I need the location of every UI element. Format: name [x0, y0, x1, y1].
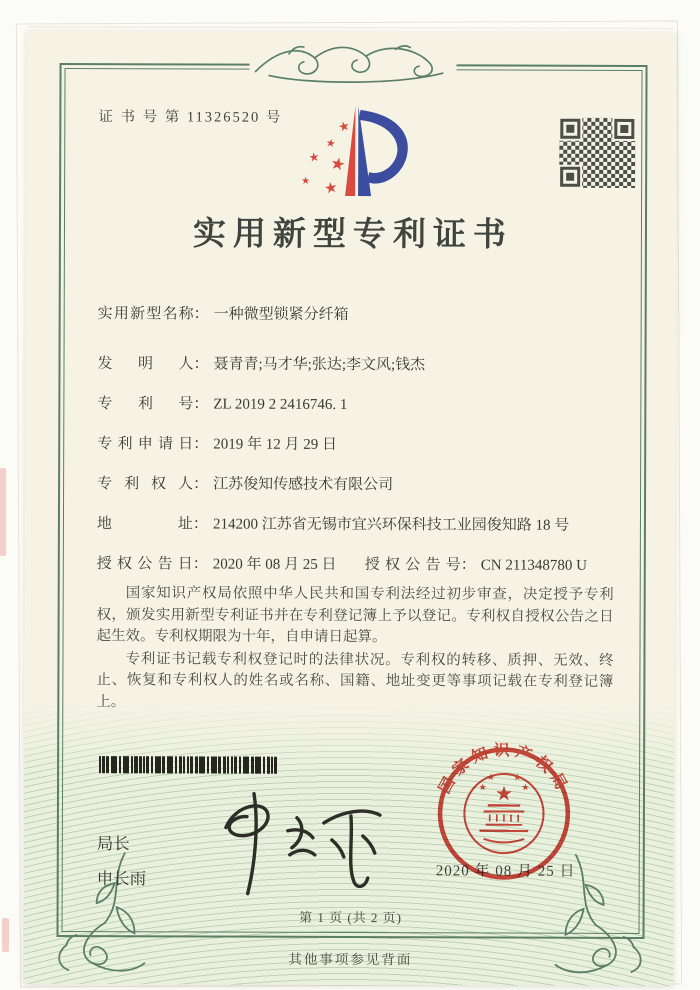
svg-text:★: ★ [323, 179, 340, 198]
background-edge-artifact [2, 918, 9, 952]
field-value: CN 211348780 U [480, 557, 587, 574]
field-inventors [97, 352, 425, 374]
legal-paragraph-1: 国家知识产权局依照中华人民共和国专利法经过初步审查，决定授予专利权，颁发实用新型专利证书并在专利登记簿上予以登记。专利权自授权公告之日起生效。专利权期限为十年，自申请日起算。 [96, 585, 614, 646]
background-edge-artifact [0, 468, 6, 556]
top-scroll-ornament-icon [249, 38, 456, 89]
official-name: 申长雨 [96, 870, 147, 889]
field-value: 江苏俊知传感技术有限公司 [213, 476, 394, 494]
qr-finder-pattern [614, 119, 634, 139]
field-application-date [97, 432, 337, 454]
svg-text:★: ★ [513, 772, 522, 783]
handwritten-signature-graphic [204, 787, 394, 900]
field-value: 2019 年 12 月 29 日 [213, 436, 338, 453]
field-label: 专利号 [97, 396, 194, 413]
field-value: 2020 年 08 月 25 日 [212, 556, 337, 573]
field-value: 一种微型锁紧分纤箱 [213, 306, 349, 323]
colon: ： [193, 356, 209, 373]
field-address [97, 512, 569, 535]
field-label: 地址 [96, 516, 193, 533]
field-label: 授权公告日 [96, 556, 193, 573]
certificate-title: 实用新型专利证书 [192, 216, 514, 254]
page-number: 第 1 页 (共 2 页) [299, 909, 403, 926]
svg-text:★: ★ [301, 175, 311, 187]
field-label: 授权公告号 [364, 557, 461, 574]
colon: ： [192, 556, 208, 573]
field-label: 专利申请日 [97, 436, 194, 453]
barcode [99, 756, 277, 774]
colon: ： [193, 476, 209, 493]
certificate-number: 证 书 号 第 11326520 号 [98, 109, 283, 126]
field-label: 实用新型名称 [97, 306, 194, 323]
colon: ： [460, 557, 476, 574]
legal-paragraph-2: 专利证书记载专利权登记时的法律状况。专利权的转移、质押、无效、终止、恢复和专利权人的姓名或名称、国籍、地址变更等事项记载在专利登记簿上。 [96, 650, 614, 710]
field-patentee [97, 472, 393, 494]
field-patent-number [97, 392, 347, 414]
official-title: 局长 [96, 835, 130, 854]
certificate-sheet [23, 31, 676, 986]
svg-text:★: ★ [521, 782, 530, 793]
field-value: ZL 2019 2 2416746. 1 [213, 396, 348, 413]
cnipa-logo-icon [299, 100, 415, 200]
field-label: 发明人 [97, 356, 194, 373]
colon: ： [192, 516, 208, 533]
colon: ： [193, 436, 209, 453]
svg-text:★: ★ [494, 783, 514, 806]
svg-text:★: ★ [328, 153, 348, 176]
field-value: 214200 江苏省无锡市宜兴环保科技工业园俊知路 18 号 [212, 516, 570, 534]
svg-text:★: ★ [478, 782, 487, 793]
field-value: 聂青青;马才华;张达;李文风;钱杰 [213, 356, 426, 374]
back-side-note: 其他事项参见背面 [288, 951, 413, 968]
svg-text:★: ★ [307, 149, 321, 165]
qr-code [559, 118, 635, 188]
cnipa-red-seal [433, 742, 575, 884]
national-emblem-icon [478, 772, 529, 843]
svg-text:★: ★ [486, 772, 495, 783]
colon: ： [193, 306, 209, 323]
svg-text:★: ★ [336, 117, 352, 135]
colon: ： [193, 396, 209, 413]
qr-finder-pattern [560, 167, 580, 187]
qr-finder-pattern [560, 119, 580, 139]
field-grant-announcement [96, 552, 587, 574]
field-label: 专利权人 [97, 476, 194, 493]
seal-ring-text: 国家知识产权局 [436, 742, 572, 798]
seal-date: 2020 年 08 月 25 日 [435, 863, 576, 880]
field-grant-number [365, 553, 587, 575]
svg-text:★: ★ [324, 137, 337, 151]
legal-text [96, 583, 613, 716]
field-utility-model-name [98, 302, 349, 324]
